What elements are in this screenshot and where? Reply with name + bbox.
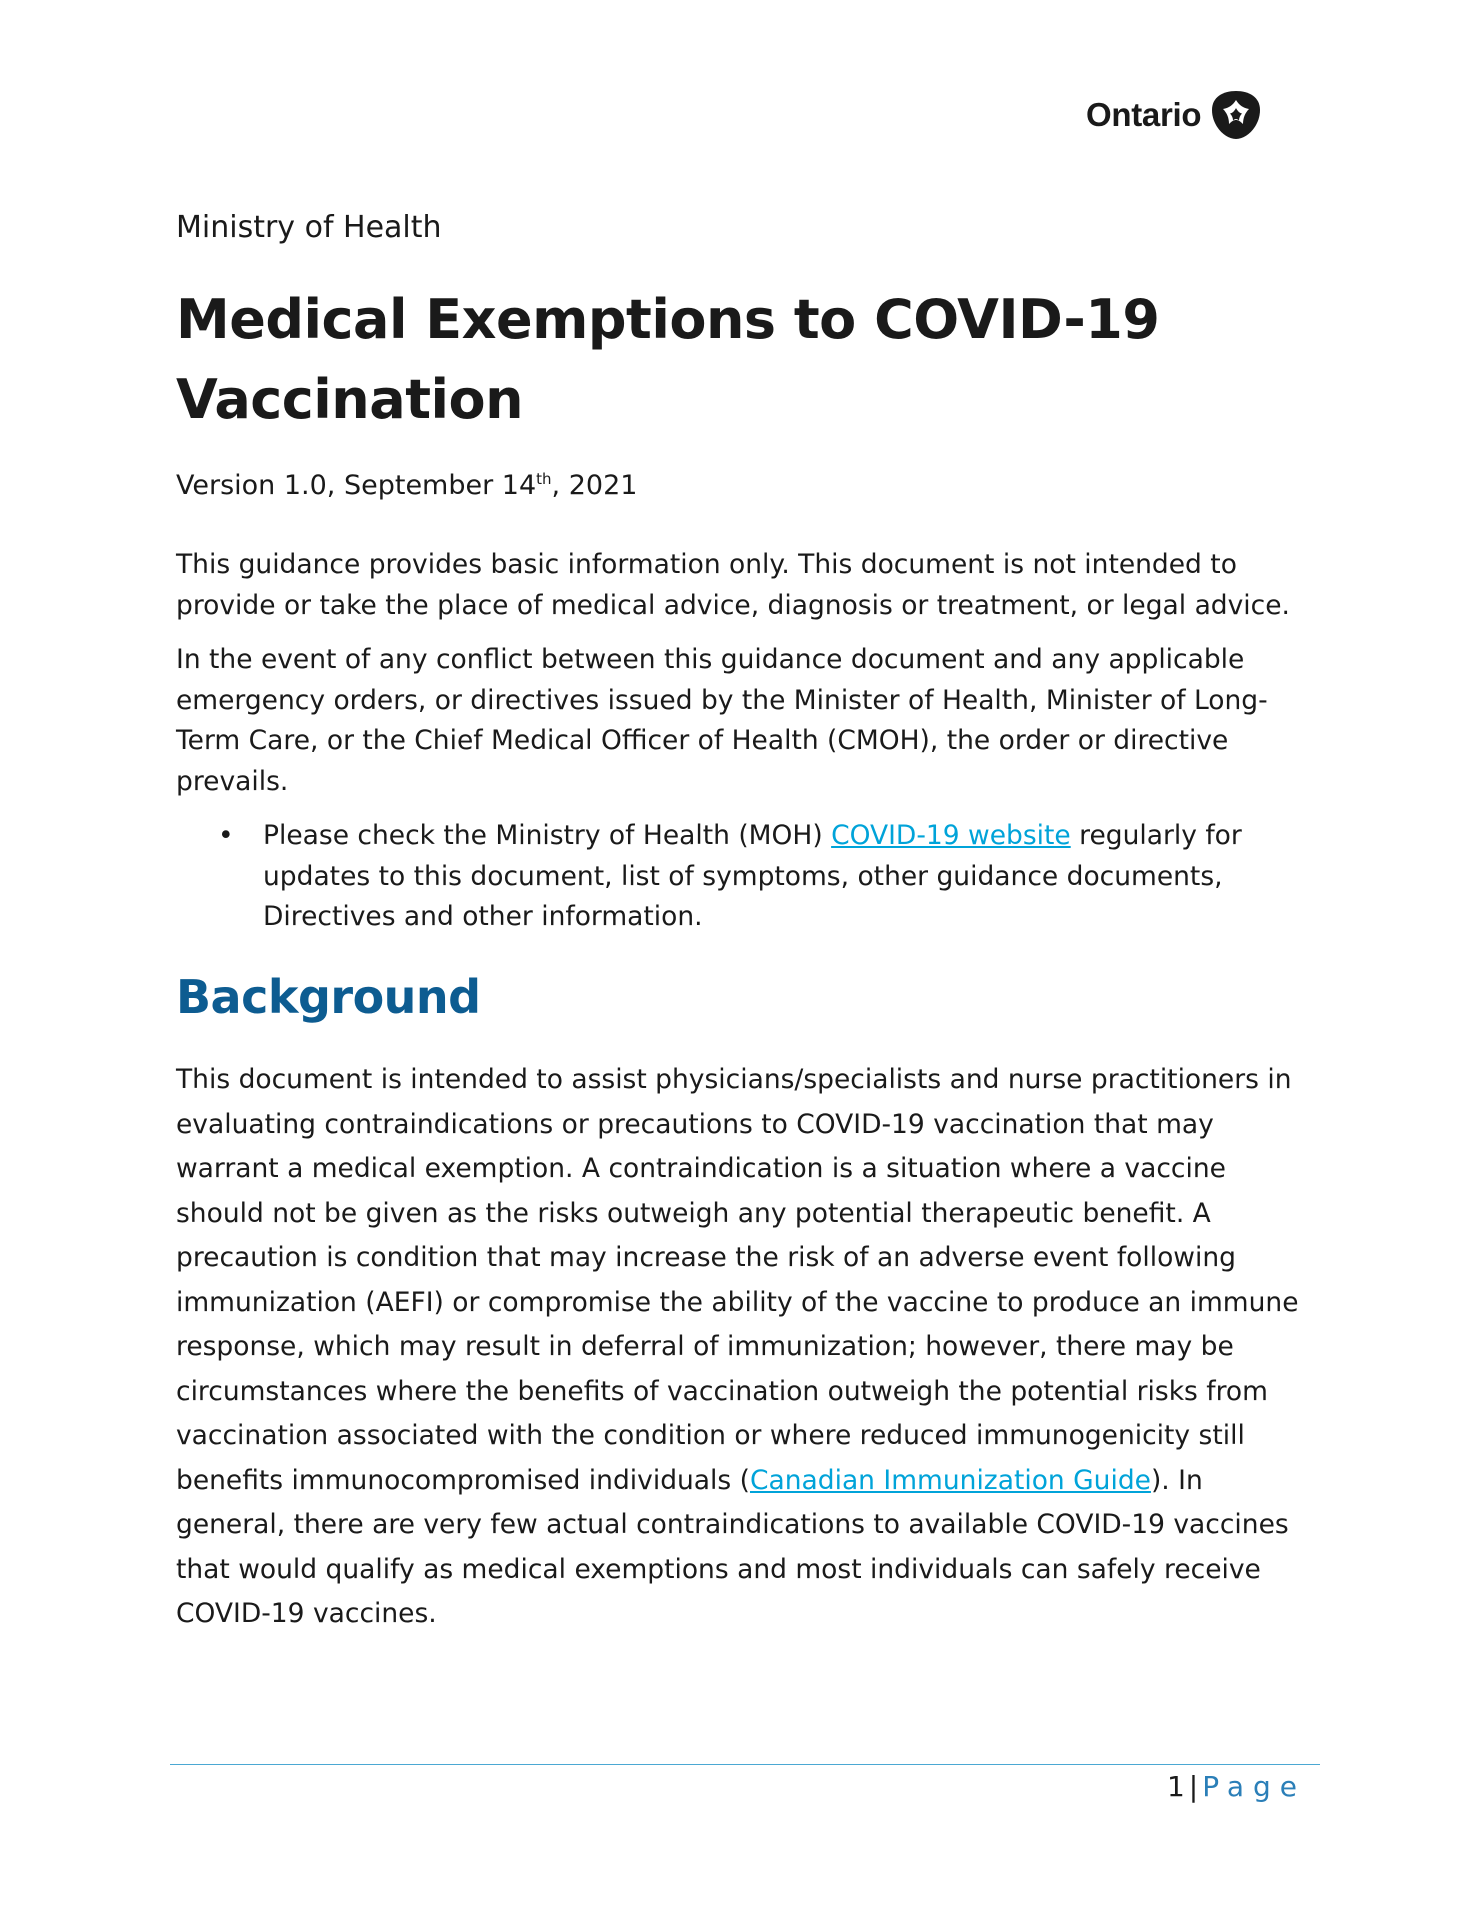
intro-section xyxy=(176,545,1316,938)
bullet-text-start: Please check the Ministry of Health (MOH) xyxy=(263,820,832,851)
page-label: Page xyxy=(1202,1770,1306,1803)
page-title: Medical Exemptions to COVID-19 Vaccination xyxy=(176,288,1160,431)
immunization-guide-link[interactable]: Canadian Immunization Guide xyxy=(749,1464,1151,1496)
background-text-start: This document is intended to assist physicians/specialists and nurse practitioners in evaluating contraindications or precautions to COVID-19 vaccination that may warrant a medical exemption. A contraindication is a situation where a vaccine should not be given as the risks outweigh any potential therapeutic benefit. A precaution is condition that may increase the risk of an adverse event following immunization (AEFI) or compromise the ability of the vaccine to produce an immune response, which may result in deferral of immunization; however, there may be circumstances where the benefits of vaccination outweigh the potential risks from vaccination associated with the condition or where reduced immunogenicity still benefits immunocompromised individuals ( xyxy=(176,1064,1299,1496)
bullet-text-end: regularly for updates to this document, list of symptoms, other guidance documents, Directives and other information. xyxy=(263,820,1242,932)
footer-divider xyxy=(170,1764,1320,1765)
background-paragraph xyxy=(176,1058,1316,1637)
list-item xyxy=(176,816,1316,938)
ontario-logo xyxy=(1086,88,1263,142)
conflict-paragraph: In the event of any conflict between this guidance document and any applicable emergency orders, or directives issued by the Minister of Health, Minister of Long-Term Care, or the Chief Medical Officer of Health (CMOH), the order or directive prevails. xyxy=(176,644,1268,797)
covid-website-link[interactable]: COVID-19 website xyxy=(831,820,1071,851)
bullet-list xyxy=(176,816,1316,938)
background-heading: Background xyxy=(176,970,481,1024)
ministry-name: Ministry of Health xyxy=(176,210,442,245)
logo-wordmark: Ontario xyxy=(1086,96,1202,133)
background-text-end: ). In general, there are very few actual contraindications to available COVID-19 vaccines that would qualify as medical exemptions and most individuals can safely receive COVID-19 vaccines. xyxy=(176,1464,1289,1629)
trillium-icon xyxy=(1209,88,1263,142)
version-line xyxy=(176,470,637,501)
page-footer xyxy=(1167,1770,1306,1803)
bullet-icon: • xyxy=(218,820,234,851)
version-ordinal: th xyxy=(536,470,552,488)
version-prefix: Version 1.0, September 14 xyxy=(176,470,537,501)
page-number: 1 xyxy=(1166,1770,1185,1803)
disclaimer-paragraph: This guidance provides basic information only. This document is not intended to provide or take the place of medical advice, diagnosis or treatment, or legal advice. xyxy=(176,549,1290,621)
page-separator: | xyxy=(1188,1770,1199,1803)
version-suffix: , 2021 xyxy=(551,470,638,501)
